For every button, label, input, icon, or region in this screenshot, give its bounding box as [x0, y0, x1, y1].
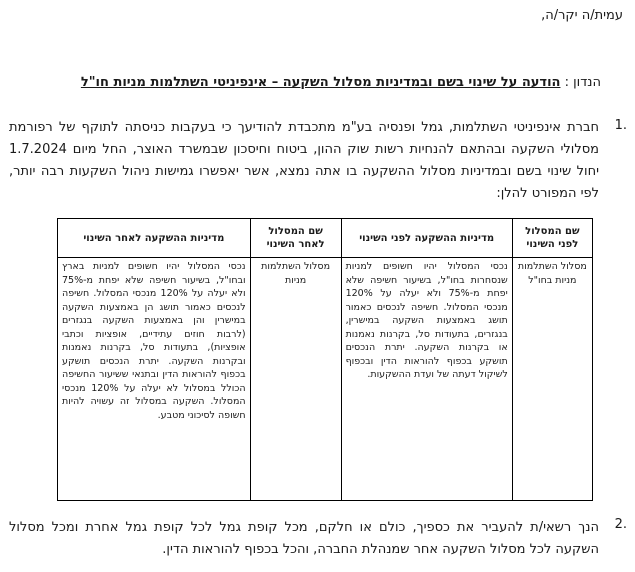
- header-policy-after: מדיניות ההשקעה לאחר השינוי: [58, 219, 251, 258]
- item-number-2: 2.: [614, 517, 627, 532]
- greeting: עמית/ה יקר/ה,: [541, 8, 623, 23]
- subject-label: הנדון :: [560, 75, 601, 90]
- header-name-after: שם המסלול לאחר השינוי: [250, 219, 341, 258]
- subject-line: [21, 75, 601, 90]
- item-text-1: חברת אינפיניטי השתלמות, גמל ופנסיה בע"מ מתכבדת להודיעך כי בעקבות כניסתה לתוקף של רפורמת מסלולי השקעה ובהתאם להנחיות רשות שוק ההון, ביטוח וחיסכון שבמשרד האוצר, החל מיום 1.7.2024 יחול שינוי בשם ובמדיניות מסלול ההשקעה בו אתה נמצא, אשר יאפשרו גמישות ניהול השקעות רבה יותר, לפי המפורט להלן:: [9, 120, 599, 201]
- cell-policy-after: נכסי המסלול יהיו חשופים למניות בארץ ובחו"ל, בשיעור חשיפה שלא יפחת מ-75% ולא יעלה על 120% מנכסי המסלול. חשיפה לנכסים כאמור תושג הן באמצעות השקעה במישרין והן באמצעות השקעה בנגזרים (לרבות חוזים עתידיים, אופציות וכתבי אופציות), בתעודות סל, בקרנות נאמנות ובקרנות השקעה. יתרת הנכסים תושקע בכפוף להוראות הדין ובתנאי ששיעור החשיפה הכולל במסלול לא יעלה על 120% מנכסי המסלול. השקעה במסלול זה עשויה להיות חשופה לסיכוני מטבע.: [58, 258, 251, 501]
- cell-name-before: מסלול השתלמות מניות בחו"ל: [512, 258, 592, 501]
- table-header-row: [58, 219, 593, 258]
- header-policy-before: מדיניות ההשקעה לפני השינוי: [341, 219, 512, 258]
- cell-name-after: מסלול השתלמות מניות: [250, 258, 341, 501]
- item-text-2: הנך רשאי/ת להעביר את כספיך, כולם או חלקם, מכל קופת גמל לכל קופת גמל אחרת ומכל מסלול השקעה לכל מסלול השקעה אחר שמנהלת החברה, והכל בכפוף להוראות הדין.: [9, 520, 599, 557]
- header-name-before: שם המסלול לפני השינוי: [512, 219, 592, 258]
- subject-title: הודעה על שינוי בשם ובמדיניות מסלול השקעה – אינפיניטי השתלמות מניות חו"ל: [80, 75, 561, 90]
- table-row: [58, 258, 593, 501]
- policy-change-table: [57, 218, 593, 501]
- cell-policy-before: נכסי המסלול יהיו חשופים למניות שנסחרות בחו"ל, בשיעור חשיפה שלא יפחת מ-75% ולא יעלה על 120% מנכסי המסלול. חשיפה לנכסים כאמור תושג באמצעות השקעה במישרין, בנגזרים, בתעודות סל, בקרנות נאמנות או בקרנות השקעה. יתרת הנכסים תושקע בכפוף להוראות הדין ובכפוף לשיקול דעתה של ועדת ההשקעות.: [341, 258, 512, 501]
- item-number-1: 1.: [614, 118, 627, 133]
